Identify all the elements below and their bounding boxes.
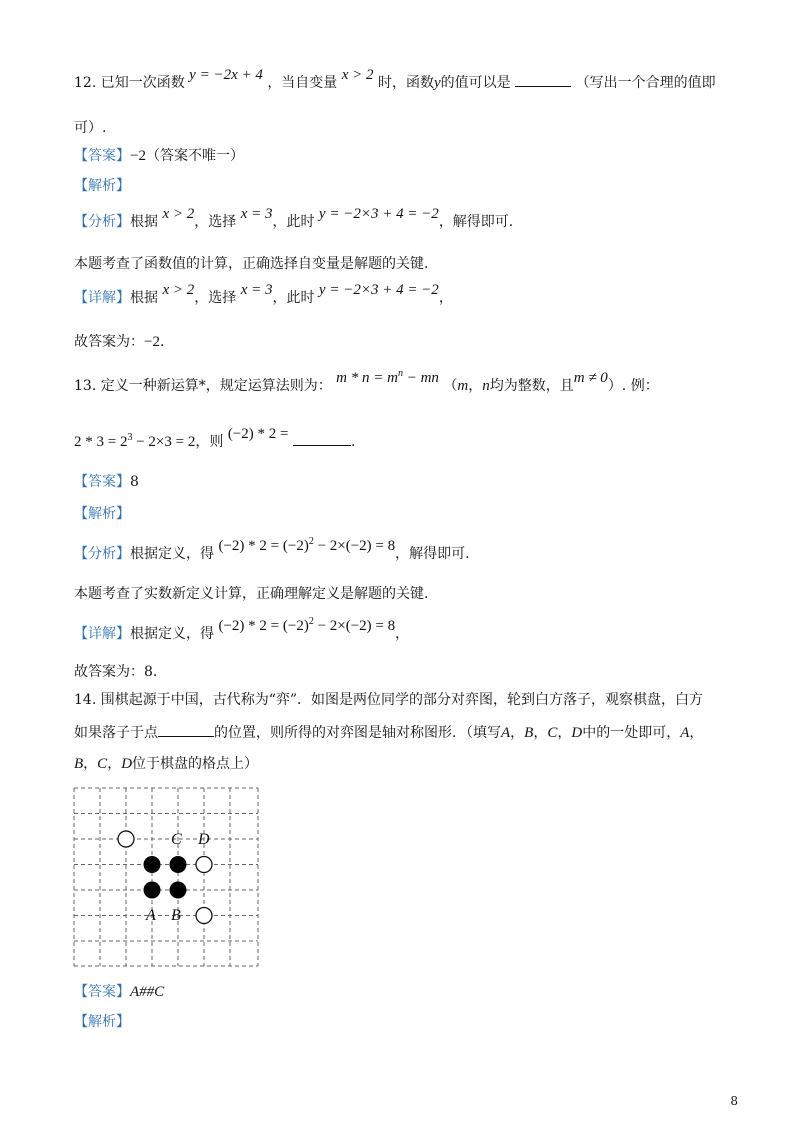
q12-condition: x > 2 [341, 67, 374, 83]
q12-answer-blank [515, 72, 571, 87]
q12-summary: 本题考查了函数值的计算，正确选择自变量是解题的关键. [74, 256, 429, 272]
answer-tag: 【答案】 [74, 148, 130, 164]
q12-answer: 【答案】−2（答案不唯一） [74, 148, 244, 164]
q14-stem-line2: 如果落子于点 的位置，则所得的对弈图是轴对称图形．（填写A，B，C，D中的一处即可，A， [74, 722, 703, 743]
go-board-figure [72, 786, 260, 970]
q14-answer-blank [158, 722, 214, 737]
point-label-d: D [198, 831, 210, 848]
q12-stem-line2: 可）. [74, 120, 107, 136]
q12-function: y = −2x + 4 [189, 67, 263, 83]
black-stone [170, 882, 187, 899]
black-stone [170, 856, 187, 873]
q12-xiangjie: 【详解】根据 x > 2，选择 x = 3，此时 y = −2×3 + 4 = −2， [74, 282, 453, 306]
white-stone [118, 831, 134, 847]
q13-answer: 【答案】8 [74, 474, 139, 490]
white-stone [196, 908, 212, 924]
q13-analysis-tag: 【解析】 [74, 506, 130, 522]
q14-answer: 【答案】A##C [74, 984, 165, 1000]
q12-conclusion: 故答案为：−2. [74, 334, 165, 350]
q13-stem-line1: 13. 定义一种新运算*，规定运算法则为： $m * n = m^n$ − mn （m，n均为整数，且m ≠ 0）. 例： [74, 368, 659, 394]
point-label-a: A [146, 907, 156, 924]
q13-conclusion: 故答案为：8. [74, 664, 158, 680]
q13-stem-line2: $2 * 3 = 2^3 - 2\times 3 = 2$，则 (−2) * 2 = . [74, 426, 356, 450]
q12-fenxi: 【分析】根据 x > 2，选择 x = 3，此时 y = −2×3 + 4 = −2，解得即可. [74, 206, 514, 230]
q14-analysis-tag: 【解析】 [74, 1014, 130, 1030]
q12-stem-line1: 12. 已知一次函数 y = −2x + 4 ，当自变量 x > 2 时，函数y的值可以是 （写出一个合理的值即 [74, 67, 716, 91]
q13-rule: $m * n = m^n$ − mn [336, 368, 439, 386]
q13-summary: 本题考查了实数新定义计算，正确理解定义是解题的关键. [74, 586, 429, 602]
black-stone [144, 882, 161, 899]
page-number: 8 [730, 1094, 738, 1108]
black-stone [144, 856, 161, 873]
q13-answer-blank [293, 431, 351, 446]
board-grid [74, 788, 258, 966]
q14-stem-line3: B，C，D位于棋盘的格点上） [74, 756, 259, 772]
point-label-b: B [171, 907, 181, 924]
white-stone [196, 857, 212, 873]
q13-fenxi: 【分析】根据定义，得 $(-2) * 2 = (-2)^2 - 2\times(-2) = 8$，解得即可. [74, 536, 470, 562]
q13-xiangjie: 【详解】根据定义，得 $(-2) * 2 = (-2)^2 - 2\times(-2) = 8$， [74, 616, 410, 642]
point-label-c: C [171, 831, 182, 848]
q14-stem-line1: 14. 围棋起源于中国，古代称为“弈”．如图是两位同学的部分对弈图，轮到白方落子，观察棋盘，白方 [74, 692, 704, 708]
q12-analysis-tag: 【解析】 [74, 178, 130, 194]
